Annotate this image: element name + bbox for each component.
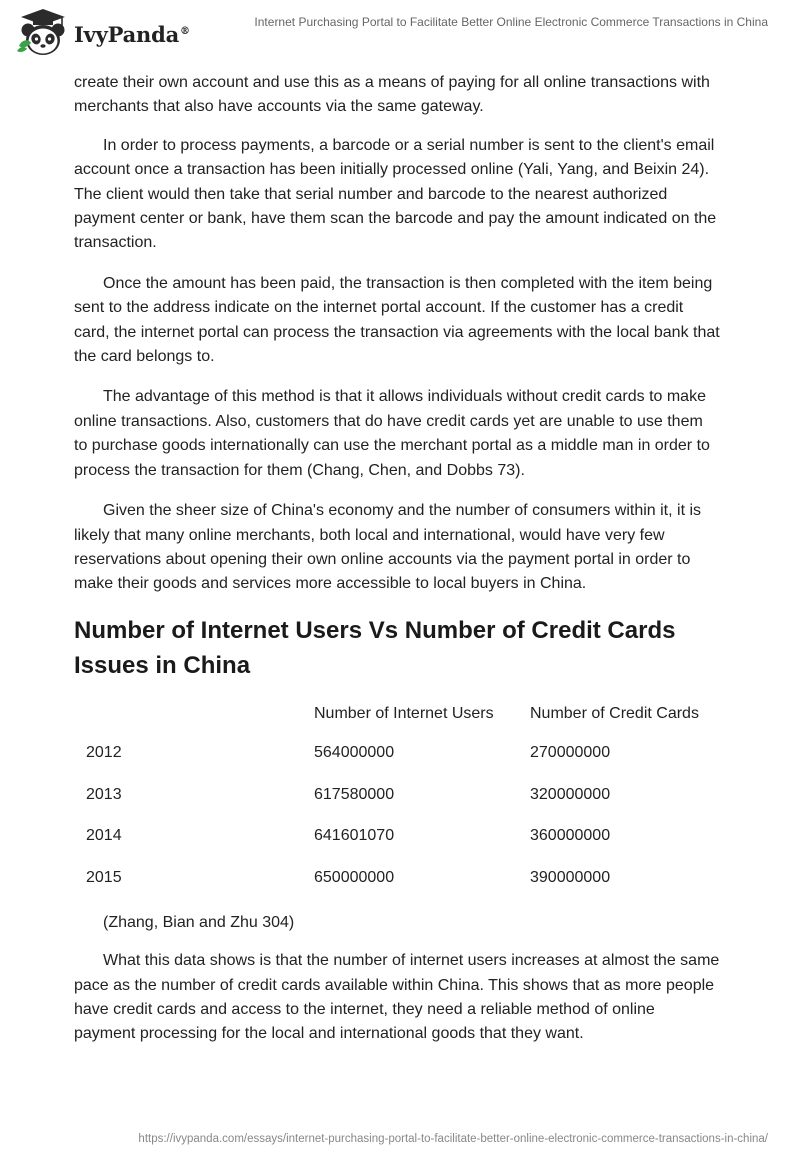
paragraph: What this data shows is that the number of internet users increases at almost the same pace as the number of credit cards available within China. This shows that as more people have credit cards and access to the internet, they need a reliable method of online payment processing for the local and international goods that they want.	[74, 952, 720, 1043]
table-row	[74, 857, 720, 899]
page-url-link[interactable]: https://ivypanda.com/essays/internet-purchasing-portal-to-facilitate-better-online-electronic-commerce-transactions-in-china/	[138, 1133, 768, 1145]
paragraph: create their own account and use this as a means of paying for all online transactions with merchants that also have accounts via the same gateway.	[74, 74, 710, 116]
table-header-row	[74, 695, 720, 733]
paragraph: The advantage of this method is that it allows individuals without credit cards to make online transactions. Also, customers that do have credit cards yet are unable to use them to purchase goods internationally can use the merchant portal as a middle man in order to process the transaction for them (Chang, Chen, and Dobbs 73).	[74, 388, 710, 479]
table-source: (Zhang, Bian and Zhu 304)	[103, 913, 295, 931]
year-cell: 2014	[86, 827, 122, 845]
year-cell: 2015	[86, 868, 122, 886]
credit-cards-cell: 270000000	[530, 744, 611, 762]
essay-body	[74, 71, 720, 1063]
internet-users-cell: 617580000	[314, 785, 395, 803]
credit-cards-cell: 390000000	[530, 868, 611, 886]
internet-users-cell: 650000000	[314, 868, 395, 886]
table-row	[74, 816, 720, 858]
column-header-internet-users: Number of Internet Users	[314, 704, 494, 722]
column-header-year	[74, 695, 314, 733]
brand-name: IvyPanda®	[74, 21, 190, 47]
paragraph: Once the amount has been paid, the transaction is then completed with the item being sent to the address indicate on the internet portal account. If the customer has a credit card, the internet portal can process the transaction via agreements with the local bank that the card belongs to.	[74, 274, 720, 366]
document-title: Internet Purchasing Portal to Facilitate Better Online Electronic Commerce Transactions in China	[254, 15, 768, 29]
table-row	[74, 774, 720, 816]
table-row	[74, 733, 720, 775]
column-header-credit-cards: Number of Credit Cards	[530, 704, 699, 722]
paragraph: In order to process payments, a barcode or a serial number is sent to the client's email account once a transaction has been initially processed online (Yali, Yang, and Beixin 24). The client would then take that serial number and barcode to the nearest authorized payment center or bank, have them scan the barcode and pay the amount indicated on the transaction.	[74, 136, 717, 252]
ivypanda-logo[interactable]	[14, 6, 190, 58]
section-heading: Number of Internet Users Vs Number of Credit Cards Issues in China	[74, 616, 676, 679]
data-table	[74, 695, 720, 899]
credit-cards-cell: 360000000	[530, 827, 611, 845]
year-cell: 2012	[86, 744, 122, 762]
page-header	[0, 0, 800, 64]
paragraph: Given the sheer size of China's economy and the number of consumers within it, it is likely that many online merchants, both local and international, would have very few reservations about opening their own online accounts via the payment portal in order to make their goods and services more accessible to local buyers in China.	[74, 502, 702, 593]
panda-graduate-icon	[14, 6, 72, 58]
internet-users-cell: 641601070	[314, 827, 395, 845]
year-cell: 2013	[86, 785, 122, 803]
credit-cards-cell: 320000000	[530, 785, 611, 803]
internet-users-cell: 564000000	[314, 744, 395, 762]
